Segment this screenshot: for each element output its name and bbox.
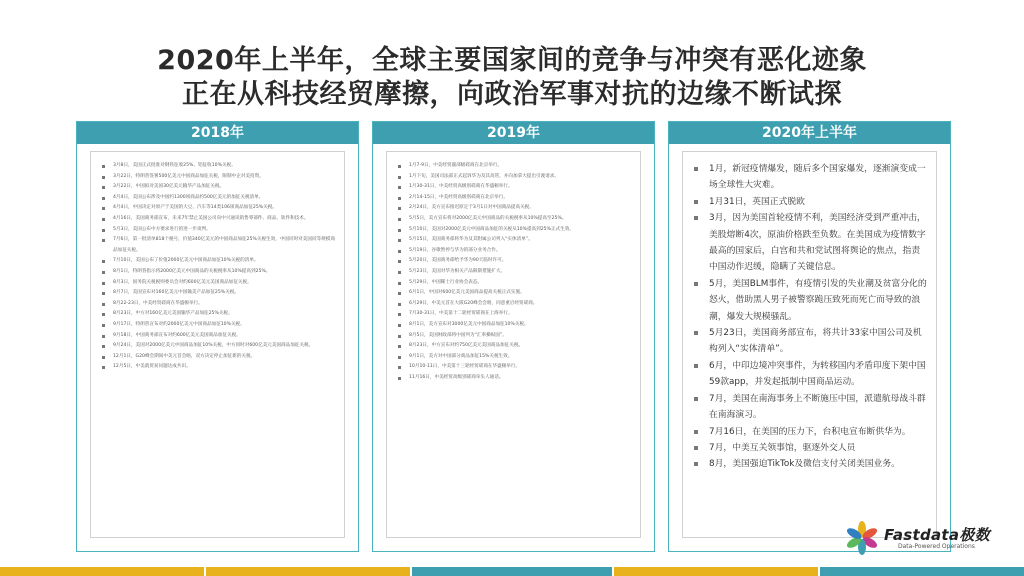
event-item: 9月1日，美方对中国部分商品加征15%关税生效。 [397,352,632,363]
event-item: 7月16日，在美国的压力下，台积电宣布断供华为。 [693,424,928,440]
event-item: 5月10日，美国对2000亿美元中国商品加征的关税从10%提高到25%正式生效。 [397,225,632,236]
title-line-2: 正在从科技经贸摩擦，向政治军事对抗的边缘不断试探 [182,79,842,110]
event-list-2019 [397,161,632,383]
fastdata-logo [844,520,994,560]
column-2019 [372,121,655,552]
event-item: 8月，美国强迫TikTok及微信支付关闭美国业务。 [693,456,928,472]
event-item: 9月17日，特朗普宣布对约2000亿美元中国商品加征10%关税。 [101,320,336,331]
event-item: 5月29日，中国稀土行业协会表态。 [397,278,632,289]
event-item: 7月6日，第一批清单818个税号，价值340亿美元的中国商品加征25%关税生效，中国同时对美国同等规模商品加征关税。 [101,235,336,256]
event-item: 8月5日，美国财政部将中国列为“汇率操纵国”。 [397,331,632,342]
event-item: 5月23日，美国商务部宣布，将共计33家中国公司及机构列入“实体清单”。 [693,325,928,358]
event-item: 7月30-31日，中美第十二轮经贸磋商在上海举行。 [397,309,632,320]
event-item: 5月5日，美方宣布将对2000亿美元中国商品的关税税率从10%提高至25%。 [397,214,632,225]
event-item: 8月23日，中方宣布对约750亿美元美国商品加征关税。 [397,341,632,352]
event-item: 5月3日，美国公布中方要求进行的进一步谈判。 [101,225,336,236]
event-item: 12月1日，G20峰会期间中美元首会晤，双方决定停止加征新的关税。 [101,352,336,363]
event-item: 5月23日，美国对华为相关产品限制措施扩大。 [397,267,632,278]
column-body-2020h1 [682,151,937,538]
bottom-color-bar [0,567,1024,576]
bar-segment [0,567,204,576]
event-item: 2月24日，美方宣布推迟原定于3月1日对中国商品提高关税。 [397,203,632,214]
event-item: 4月16日，美国商务部宣布，未来7年禁止美国公司向中兴通讯销售零部件、商品、软件和技术。 [101,214,336,225]
event-item: 6月，中印边境冲突事件，为转移国内矛盾印度下架中国59款app，并发起抵制中国商品运动。 [693,358,928,391]
bar-segment [206,567,410,576]
event-item: 8月1日，美方宣布对3000亿美元中国商品加征10%关税。 [397,320,632,331]
event-item: 8月22-23日，中美经贸磋商在华盛顿举行。 [101,299,336,310]
event-item: 2月14-15日，中美经贸高级别磋商在北京举行。 [397,193,632,204]
event-item: 7月，中美互关领事馆，驱逐外交人员 [693,440,928,456]
event-item: 5月，美国BLM事件，有疫情引发的失业潮及贫富分化的怒火，借助黑人男子被警察跪压致死而死亡而导致的浪潮，爆发大规模骚乱。 [693,276,928,325]
event-item: 10月10-11日，中美第十三轮经贸磋商在华盛顿举行。 [397,362,632,373]
event-item: 5月20日，美国商务部给予华为90天临时许可。 [397,256,632,267]
event-item: 1月30-31日，中美经贸高级别磋商在华盛顿举行。 [397,182,632,193]
event-list-2020h1 [693,161,928,473]
column-heading-2020h1: 2020年上半年 [669,122,950,144]
column-2018 [76,121,359,552]
event-item: 3月22日，特朗普签署500亿美元中国商品加征关税，限制中企对美投资。 [101,172,336,183]
event-item: 12月5日，中美就贸易问题达成共识。 [101,362,336,373]
title-line-1: 2020年上半年，全球主要国家间的竞争与冲突有恶化迹象 [157,45,867,76]
event-item: 1月7-9日，中美经贸副部级磋商在北京举行。 [397,161,632,172]
pinwheel-logo-icon [844,520,880,556]
event-item: 1月下旬，美国司法部正式起诉华为及其高管，并向加拿大提出引渡请求。 [397,172,632,183]
event-item: 4月4日，中国决定对原产于美国的大豆、汽车等14类106项商品加征25%关税。 [101,203,336,214]
bar-segment [412,567,612,576]
column-heading-2018: 2018年 [77,122,358,144]
event-item: 6月1日，中国对600亿美元美国商品提高关税正式实施。 [397,288,632,299]
event-item: 1月，新冠疫情爆发，随后多个国家爆发，逐渐演变成一场全球性大灾难。 [693,161,928,194]
event-item: 6月29日，中美元首在大阪G20峰会会晤，同意重启经贸磋商。 [397,299,632,310]
event-item: 9月18日，中国商务部宣布对约600亿美元美国商品加征关税。 [101,331,336,342]
event-item: 5月19日，谷歌暂停与华为的部分业务合作。 [397,246,632,257]
column-heading-2019: 2019年 [373,122,654,144]
event-item: 5月15日，美国商务部将华为及其附属公司列入“实体清单”。 [397,235,632,246]
event-item: 7月，美国在南海事务上不断施压中国，派遣航母战斗群在南海演习。 [693,391,928,424]
column-body-2018 [90,151,345,538]
event-item: 8月23日，中方对160亿美元美国输华产品加征25%关税。 [101,309,336,320]
event-list-2018 [101,161,336,373]
event-item: 3月，因为美国首轮疫情不利，美国经济受到严重冲击，美股熔断4次，原油价格跌至负数。在美国成为疫情数字最高的国家后，白宫和共和党试图将舆论的焦点，指责中国动作迟缓，隐瞒了关键信息。 [693,210,928,276]
event-item: 4月4日，美国公布涉及中国约1300项商品约500亿美元的加征关税清单。 [101,193,336,204]
event-item: 7月10日，美国公布了价值2000亿美元中国商品加征10%关税的清单。 [101,256,336,267]
event-item: 8月1日，特朗普指示将2000亿美元中国商品的关税税率从10%提高到25%。 [101,267,336,278]
event-item: 3月22日，中国拟对美国30亿美元输华产品加征关税。 [101,182,336,193]
column-2020h1 [668,121,951,552]
bar-segment [820,567,1024,576]
event-item: 8月7日，美国宣布对160亿美元中国输美产品加征25%关税。 [101,288,336,299]
logo-brand: Fastdata极数 [884,526,990,544]
logo-tagline: Data-Powered Operations [898,543,975,550]
column-body-2019 [386,151,641,538]
event-item: 1月31日，英国正式脱欧 [693,194,928,210]
event-item: 11月16日，中美经贸高级别磋商牵头人通话。 [397,373,632,384]
event-item: 3月8日，美国正式批准对钢铁征收25%、铝征收10%关税。 [101,161,336,172]
event-item: 9月24日，美国对2000亿美元中国商品加征10%关税，中方同时对600亿美元美国商品加征关税。 [101,341,336,352]
event-item: 8月3日，国务院关税税则委员会对约600亿美元美国商品加征关税。 [101,278,336,289]
bar-segment [614,567,818,576]
page-title [0,44,1024,112]
